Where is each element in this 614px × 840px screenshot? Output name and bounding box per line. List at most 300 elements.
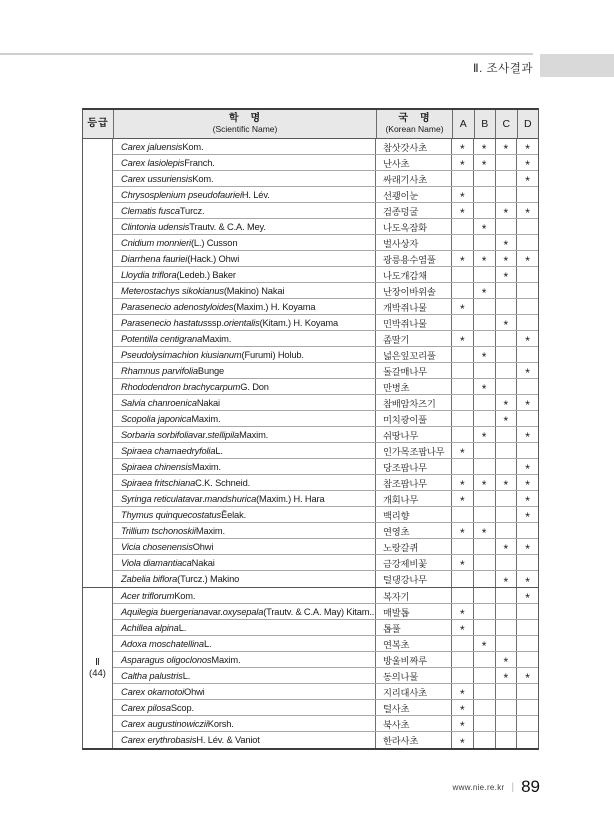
grade-cell bbox=[83, 139, 113, 587]
sci-name-authority: (L.) Cusson bbox=[190, 237, 238, 248]
presence-mark: * bbox=[481, 526, 487, 538]
korean-name-cell: 인가목조팝나무 bbox=[376, 443, 452, 458]
site-mark-cell bbox=[517, 555, 538, 570]
korean-name-cell: 참삿갓사초 bbox=[376, 139, 452, 154]
site-mark-cell bbox=[452, 395, 474, 410]
site-mark-cell bbox=[496, 203, 518, 218]
site-mark-cell bbox=[474, 491, 496, 506]
presence-mark: * bbox=[525, 574, 530, 587]
site-mark-cell bbox=[474, 251, 496, 266]
site-mark-cell bbox=[452, 652, 474, 667]
site-mark-cell bbox=[517, 171, 538, 186]
scientific-name-cell bbox=[113, 331, 376, 346]
korean-name-cell: 나도옥잠화 bbox=[376, 219, 452, 234]
presence-mark: * bbox=[460, 206, 465, 218]
header-grade-label: 등급 bbox=[87, 118, 109, 130]
site-mark-cell bbox=[496, 155, 518, 170]
sci-name-authority: Scop. bbox=[170, 702, 194, 713]
table-row bbox=[113, 507, 538, 523]
sci-name-authority: C.K. Schneid. bbox=[195, 477, 251, 488]
sci-name-authority: Ĕelak. bbox=[221, 509, 247, 520]
presence-mark: * bbox=[460, 703, 465, 715]
site-mark-cell bbox=[496, 139, 518, 154]
site-mark-cell bbox=[452, 155, 474, 170]
table-row bbox=[113, 571, 538, 587]
presence-mark: * bbox=[503, 318, 509, 330]
table-row bbox=[113, 652, 538, 668]
site-mark-cell bbox=[474, 315, 496, 330]
sci-name-italic: Clintonia udensis bbox=[121, 221, 190, 232]
site-mark-cell bbox=[452, 459, 474, 474]
site-mark-cell bbox=[452, 219, 474, 234]
site-mark-cell bbox=[496, 267, 518, 282]
sci-name-authority: Maxim. bbox=[191, 461, 221, 472]
footer-site-url: www.nie.re.kr bbox=[452, 782, 505, 792]
site-mark-cell bbox=[517, 219, 538, 234]
sci-name-authority: (Turcz.) Makino bbox=[177, 574, 240, 584]
sci-name-italic: Trillium tschonoskii bbox=[121, 525, 196, 536]
sci-name-authority: (Hack.) Ohwi bbox=[187, 253, 240, 264]
sci-name-authority: L. bbox=[203, 638, 212, 649]
scientific-name-cell bbox=[113, 267, 376, 282]
site-mark-cell bbox=[517, 604, 538, 619]
table-row bbox=[113, 732, 538, 748]
scientific-name-cell bbox=[113, 732, 376, 748]
site-mark-cell bbox=[452, 716, 474, 731]
table-row bbox=[113, 604, 538, 620]
table-row bbox=[113, 203, 538, 219]
site-mark-cell bbox=[517, 203, 538, 218]
site-mark-cell bbox=[474, 539, 496, 554]
scientific-name-cell bbox=[113, 379, 376, 394]
site-mark-cell bbox=[452, 732, 474, 748]
sci-name-authority: var. bbox=[193, 429, 208, 440]
sci-name-authority: Bunge bbox=[197, 365, 225, 376]
presence-mark: * bbox=[460, 687, 465, 699]
site-mark-cell bbox=[517, 459, 538, 474]
korean-name-cell: 지리대사초 bbox=[376, 684, 452, 699]
presence-mark: * bbox=[525, 254, 530, 266]
sci-name-authority: L. bbox=[215, 445, 223, 456]
table-row bbox=[113, 411, 538, 427]
presence-mark: * bbox=[503, 270, 509, 282]
site-mark-cell bbox=[474, 299, 496, 314]
site-mark-cell bbox=[517, 363, 538, 378]
site-mark-cell bbox=[517, 395, 538, 410]
site-mark-cell bbox=[517, 700, 538, 715]
scientific-name-cell bbox=[113, 716, 376, 731]
site-mark-cell bbox=[474, 283, 496, 298]
site-mark-cell bbox=[496, 588, 518, 603]
site-mark-cell bbox=[517, 187, 538, 202]
presence-mark: * bbox=[525, 542, 530, 554]
sci-name-authority: (Makino) Nakai bbox=[223, 285, 285, 296]
site-mark-cell bbox=[452, 668, 474, 683]
presence-mark: * bbox=[481, 286, 487, 298]
site-mark-cell bbox=[474, 636, 496, 651]
korean-name-cell: 좀딸기 bbox=[376, 331, 452, 346]
site-b-label: B bbox=[481, 117, 489, 130]
site-mark-cell bbox=[517, 523, 538, 538]
site-mark-cell bbox=[474, 139, 496, 154]
korean-name-cell: 북사초 bbox=[376, 716, 452, 731]
sci-name-italic: Scopolia japonica bbox=[121, 413, 192, 424]
table-header-row bbox=[83, 110, 538, 139]
site-mark-cell bbox=[496, 187, 518, 202]
footer-page-number: 89 bbox=[521, 777, 540, 796]
header-sci-en: (Scientific Name) bbox=[212, 123, 278, 134]
sci-name-italic: Vicia chosenensis bbox=[121, 541, 193, 552]
presence-mark: * bbox=[481, 254, 487, 266]
site-mark-cell bbox=[474, 523, 496, 538]
sci-name-italic: Lloydia triflora bbox=[121, 269, 177, 280]
site-mark-cell bbox=[517, 235, 538, 250]
sci-name-italic: Spiraea fritschiana bbox=[121, 477, 196, 488]
site-mark-cell bbox=[496, 443, 518, 458]
site-d-label: D bbox=[523, 117, 532, 130]
site-mark-cell bbox=[496, 363, 518, 378]
site-mark-cell bbox=[517, 267, 538, 282]
presence-mark: * bbox=[481, 142, 487, 154]
scientific-name-cell bbox=[113, 219, 376, 234]
presence-mark: * bbox=[525, 142, 530, 154]
korean-name-cell: 난장이바위솔 bbox=[376, 283, 452, 298]
sci-name-authority: Kom. bbox=[182, 141, 204, 152]
site-mark-cell bbox=[517, 139, 538, 154]
sci-name-authority: (Furumi) Holub. bbox=[241, 349, 304, 360]
scientific-name-cell bbox=[113, 684, 376, 699]
presence-mark: * bbox=[460, 719, 465, 731]
korean-name-cell: 미치광이풀 bbox=[376, 411, 452, 426]
korean-name-cell: 금강제비꽃 bbox=[376, 555, 452, 570]
table-row bbox=[113, 539, 538, 555]
korean-name-cell: 털사초 bbox=[376, 700, 452, 715]
presence-mark: * bbox=[460, 526, 465, 538]
site-mark-cell bbox=[474, 203, 496, 218]
site-mark-cell bbox=[517, 427, 538, 442]
sci-name-authority: Trautv. & C.A. Mey. bbox=[189, 221, 266, 232]
grade-section bbox=[83, 587, 538, 748]
site-mark-cell bbox=[452, 555, 474, 570]
scientific-name-cell bbox=[113, 187, 376, 202]
sci-name-italic: Clematis fusca bbox=[121, 205, 180, 216]
presence-mark: * bbox=[503, 414, 509, 426]
korean-name-cell: 참조팝나무 bbox=[376, 475, 452, 490]
section-rows bbox=[113, 139, 538, 587]
site-mark-cell bbox=[496, 732, 518, 748]
site-mark-cell bbox=[474, 155, 496, 170]
site-mark-cell bbox=[496, 539, 518, 554]
header-site-a bbox=[453, 110, 475, 138]
site-mark-cell bbox=[496, 684, 518, 699]
presence-mark: * bbox=[460, 623, 465, 635]
sci-name-authority: Maxim. bbox=[202, 333, 232, 344]
korean-name-cell: 매발톱 bbox=[376, 604, 452, 619]
table-row bbox=[113, 684, 538, 700]
presence-mark: * bbox=[460, 494, 465, 506]
site-mark-cell bbox=[474, 187, 496, 202]
sci-name-italic: Carex erythrobasis bbox=[121, 735, 197, 745]
site-mark-cell bbox=[496, 315, 518, 330]
site-mark-cell bbox=[517, 379, 538, 394]
presence-mark: * bbox=[525, 478, 530, 490]
sci-name-authority: G. Don bbox=[240, 381, 269, 392]
site-mark-cell bbox=[474, 443, 496, 458]
sci-name-authority: (Maxim.) H. Hara bbox=[256, 493, 325, 504]
sci-name-italic: Pseudolysimachion kiusianum bbox=[121, 349, 242, 360]
korean-name-cell: 당조팝나무 bbox=[376, 459, 452, 474]
site-mark-cell bbox=[517, 347, 538, 362]
sci-name-italic: stellipila bbox=[207, 429, 240, 440]
scientific-name-cell bbox=[113, 395, 376, 410]
sci-name-authority: Ohwi bbox=[184, 686, 205, 697]
korean-name-cell: 싸래기사초 bbox=[376, 171, 452, 186]
footer-separator: | bbox=[511, 781, 515, 793]
species-table bbox=[82, 108, 539, 750]
site-mark-cell bbox=[496, 636, 518, 651]
scientific-name-cell bbox=[113, 668, 376, 683]
korean-name-cell: 나도개감채 bbox=[376, 267, 452, 282]
presence-mark: * bbox=[503, 254, 509, 266]
site-mark-cell bbox=[474, 395, 496, 410]
site-mark-cell bbox=[452, 299, 474, 314]
site-mark-cell bbox=[452, 700, 474, 715]
header-sci-ko: 학 명 bbox=[228, 113, 262, 125]
site-mark-cell bbox=[474, 620, 496, 635]
sci-name-authority: (Trautv. & C.A. May) Kitam.. bbox=[263, 606, 375, 617]
table-row bbox=[113, 235, 538, 251]
sci-name-authority: ssp. bbox=[207, 317, 224, 328]
presence-mark: * bbox=[525, 671, 530, 683]
site-mark-cell bbox=[474, 604, 496, 619]
presence-mark: * bbox=[503, 671, 509, 683]
table-row bbox=[113, 139, 538, 155]
table-row bbox=[113, 299, 538, 315]
presence-mark: * bbox=[460, 478, 465, 490]
site-mark-cell bbox=[496, 251, 518, 266]
site-mark-cell bbox=[452, 267, 474, 282]
site-mark-cell bbox=[517, 684, 538, 699]
site-mark-cell bbox=[517, 732, 538, 748]
site-mark-cell bbox=[452, 507, 474, 522]
sci-name-italic: Rhododendron brachycarpum bbox=[121, 381, 241, 392]
table-row bbox=[113, 283, 538, 299]
table-row bbox=[113, 363, 538, 379]
site-mark-cell bbox=[452, 684, 474, 699]
scientific-name-cell bbox=[113, 475, 376, 490]
table-row bbox=[113, 347, 538, 363]
korean-name-cell: 민박쥐나물 bbox=[376, 315, 452, 330]
header-rule bbox=[0, 53, 533, 55]
presence-mark: * bbox=[525, 591, 530, 603]
page-footer bbox=[453, 777, 540, 797]
scientific-name-cell bbox=[113, 588, 376, 603]
site-mark-cell bbox=[517, 251, 538, 266]
site-mark-cell bbox=[452, 283, 474, 298]
site-mark-cell bbox=[474, 668, 496, 683]
site-mark-cell bbox=[474, 427, 496, 442]
chapter-tab bbox=[540, 54, 614, 77]
sci-name-authority: Maxim. bbox=[239, 429, 269, 440]
site-mark-cell bbox=[517, 636, 538, 651]
sci-name-authority: L. bbox=[178, 622, 187, 633]
site-mark-cell bbox=[496, 331, 518, 346]
site-mark-cell bbox=[452, 331, 474, 346]
korean-name-cell: 난사초 bbox=[376, 155, 452, 170]
site-mark-cell bbox=[496, 171, 518, 186]
presence-mark: * bbox=[503, 655, 509, 667]
sci-name-authority: H. Lév. & Vaniot bbox=[196, 735, 260, 745]
presence-mark: * bbox=[460, 558, 465, 570]
scientific-name-cell bbox=[113, 443, 376, 458]
site-mark-cell bbox=[517, 491, 538, 506]
korean-name-cell: 복자기 bbox=[376, 588, 452, 603]
korean-name-cell: 개회나무 bbox=[376, 491, 452, 506]
site-mark-cell bbox=[496, 571, 518, 587]
table-row bbox=[113, 219, 538, 235]
header-kor-en: (Korean Name) bbox=[385, 123, 444, 134]
site-mark-cell bbox=[517, 411, 538, 426]
grade-count: (44) bbox=[89, 668, 106, 679]
site-mark-cell bbox=[474, 571, 496, 587]
scientific-name-cell bbox=[113, 315, 376, 330]
site-mark-cell bbox=[496, 620, 518, 635]
sci-name-italic: Sorbaria sorbifolia bbox=[121, 429, 194, 440]
site-mark-cell bbox=[452, 443, 474, 458]
scientific-name-cell bbox=[113, 636, 376, 651]
scientific-name-cell bbox=[113, 155, 376, 170]
korean-name-cell: 참배암차즈기 bbox=[376, 395, 452, 410]
header-scientific-name bbox=[114, 110, 377, 138]
sci-name-authority: Maxim. bbox=[211, 654, 241, 665]
scientific-name-cell bbox=[113, 347, 376, 362]
site-mark-cell bbox=[452, 604, 474, 619]
site-mark-cell bbox=[452, 620, 474, 635]
table-row bbox=[113, 475, 538, 491]
scientific-name-cell bbox=[113, 652, 376, 667]
table-row bbox=[113, 716, 538, 732]
sci-name-authority: Maxim. bbox=[195, 525, 225, 536]
presence-mark: * bbox=[503, 574, 509, 587]
table-row bbox=[113, 555, 538, 571]
sci-name-italic: Achillea alpina bbox=[121, 622, 179, 633]
sci-name-authority: Kom. bbox=[192, 173, 214, 184]
sci-name-italic: Thymus quinquecostatus bbox=[121, 509, 222, 520]
scientific-name-cell bbox=[113, 203, 376, 218]
korean-name-cell: 털댕강나무 bbox=[376, 571, 452, 587]
grade-section bbox=[83, 139, 538, 587]
scientific-name-cell bbox=[113, 620, 376, 635]
korean-name-cell: 한라사초 bbox=[376, 732, 452, 748]
scientific-name-cell bbox=[113, 555, 376, 570]
korean-name-cell: 백리향 bbox=[376, 507, 452, 522]
site-mark-cell bbox=[452, 139, 474, 154]
sci-name-italic: Diarrhena fauriei bbox=[121, 253, 188, 264]
sci-name-authority: L. bbox=[182, 670, 191, 681]
site-mark-cell bbox=[474, 507, 496, 522]
site-mark-cell bbox=[517, 539, 538, 554]
scientific-name-cell bbox=[113, 491, 376, 506]
site-mark-cell bbox=[474, 732, 496, 748]
site-c-label: C bbox=[502, 117, 511, 130]
sci-name-italic: Chrysosplenium pseudofauriei bbox=[121, 189, 242, 200]
sci-name-italic: Carex lasiolepis bbox=[121, 157, 185, 168]
sci-name-italic: Salvia chanroenica bbox=[121, 397, 197, 408]
scientific-name-cell bbox=[113, 604, 376, 619]
korean-name-cell: 연복초 bbox=[376, 636, 452, 651]
sci-name-italic: Parasenecio hastatus bbox=[121, 317, 208, 328]
table-row bbox=[113, 315, 538, 331]
presence-mark: * bbox=[525, 206, 530, 218]
table-row bbox=[113, 523, 538, 539]
site-mark-cell bbox=[517, 299, 538, 314]
korean-name-cell: 검종덩굴 bbox=[376, 203, 452, 218]
presence-mark: * bbox=[503, 142, 509, 154]
scientific-name-cell bbox=[113, 251, 376, 266]
site-mark-cell bbox=[452, 363, 474, 378]
sci-name-italic: Zabelia biflora bbox=[121, 574, 178, 584]
site-mark-cell bbox=[517, 571, 538, 587]
grade-label: Ⅱ bbox=[95, 657, 100, 668]
sci-name-italic: Asparagus oligoclonos bbox=[121, 654, 212, 665]
site-mark-cell bbox=[452, 315, 474, 330]
presence-mark: * bbox=[481, 222, 487, 234]
site-mark-cell bbox=[474, 700, 496, 715]
sci-name-italic: Carex pilosa bbox=[121, 702, 171, 713]
site-mark-cell bbox=[452, 411, 474, 426]
scientific-name-cell bbox=[113, 139, 376, 154]
table-row bbox=[113, 427, 538, 443]
site-mark-cell bbox=[474, 331, 496, 346]
sci-name-italic: Carex jaluensis bbox=[121, 141, 183, 152]
sci-name-authority: Korsh. bbox=[207, 718, 234, 729]
presence-mark: * bbox=[525, 494, 530, 506]
site-mark-cell bbox=[452, 379, 474, 394]
scientific-name-cell bbox=[113, 507, 376, 522]
table-row bbox=[113, 251, 538, 267]
site-mark-cell bbox=[496, 700, 518, 715]
site-mark-cell bbox=[496, 668, 518, 683]
korean-name-cell: 노랑갈퀴 bbox=[376, 539, 452, 554]
header-kor-ko: 국 명 bbox=[398, 113, 431, 125]
site-mark-cell bbox=[474, 588, 496, 603]
site-mark-cell bbox=[496, 475, 518, 490]
site-mark-cell bbox=[474, 652, 496, 667]
site-mark-cell bbox=[474, 235, 496, 250]
scientific-name-cell bbox=[113, 411, 376, 426]
site-mark-cell bbox=[452, 523, 474, 538]
sci-name-italic: Cnidium monnieri bbox=[121, 237, 191, 248]
site-mark-cell bbox=[496, 379, 518, 394]
table-row bbox=[113, 331, 538, 347]
scientific-name-cell bbox=[113, 283, 376, 298]
presence-mark: * bbox=[481, 350, 487, 362]
site-mark-cell bbox=[452, 571, 474, 587]
sci-name-authority: (Maxim.) H. Koyama bbox=[233, 301, 316, 312]
site-mark-cell bbox=[517, 588, 538, 603]
presence-mark: * bbox=[525, 366, 530, 378]
sci-name-italic: Syringa reticulata bbox=[121, 493, 191, 504]
presence-mark: * bbox=[460, 446, 465, 458]
site-mark-cell bbox=[474, 684, 496, 699]
korean-name-cell: 동의나물 bbox=[376, 668, 452, 683]
presence-mark: * bbox=[460, 302, 465, 314]
presence-mark: * bbox=[460, 254, 465, 266]
sci-name-italic: mandshurica bbox=[204, 493, 257, 504]
sci-name-italic: Carex okamotoi bbox=[121, 686, 185, 697]
site-mark-cell bbox=[517, 716, 538, 731]
site-mark-cell bbox=[496, 219, 518, 234]
